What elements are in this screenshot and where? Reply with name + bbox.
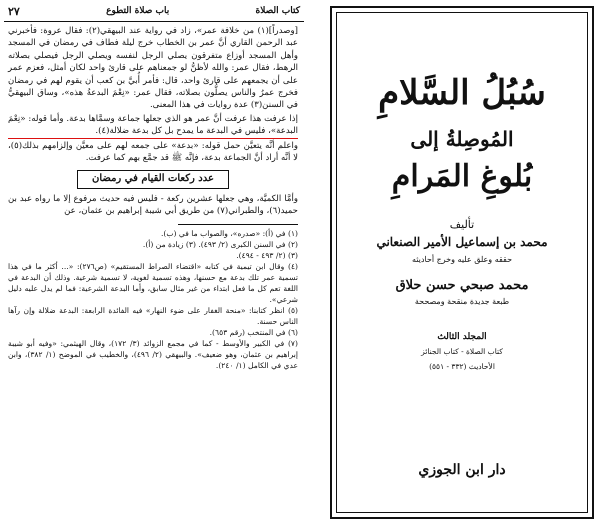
running-head-right: كتاب الصلاة [255,6,300,16]
footnote: (٢) في السنن الكبرى (٢/ ٤٩٣). (٣) زيادة من (أ). [142,239,298,249]
running-head-center: باب صلاة التطوع [106,6,170,16]
hadith-range: الأحاديث (٣٣٢ - ٥٥١) [429,362,495,371]
footnote: (٥) انظر كتابنا: «منحة الغفار على ضوء النهار» فيه الفائدة الرابعة: البدعة ضلالة وإن رآها الناس حسنة. [8,305,298,326]
title-page [330,6,594,519]
footnotes [8,228,298,371]
edition-note: طبعة جديدة منقحة ومصححة [414,297,510,306]
footnote: (١) في (أ): «صدره»، والصواب ما في (ب). [161,228,298,238]
text-page [4,4,304,524]
running-head [4,4,304,22]
author-label: تأليف [449,218,475,231]
footnote: (٧) في الكبير والأوسط - كما في مجمع الزوائد (٣/ ١٧٢)، وقال الهيثمي: «وفيه أبو شيبة إبراهيم بن عثمان، وهو ضعيف». والبيهقي (٢/ ٤٩٦)، والخطيب في الموضح (١/ ٣٨٢)، وابن عدي في الكامل (١/ ٢٤٠). [8,338,298,370]
paragraph: وأمَّا الكميَّة، وهي جعلها عشرين ركعة - فليس فيه حديث مرفوع إلا ما رواه عبد بن حميد(٦)، والطبراني(٧) من طريق أبي شيبة إبراهيم بن عثمان، عن [8,193,298,217]
paragraph: [وصدراً](١) من خلافة عمر»، زاد في رواية عند البيهقي(٢): فقال عروة: فأخبرني عبد الرحمن القاري أنَّ عمر بن الخطاب خرج ليلة فطاف في رمضان في المسجد وأهل المسجد أوزاع متفرقون يصلي الرجل لنفسه ويصلي الرجل فيصلي بصلاته الرهط، فقال عمر: والله لأظنُّ لو جمعناهم على قارئ واحد لكان أمثل، فعزم عمر على أن يجمعهم على قارئ واحد، قال: فأمر أُبيَّ بن كعب أن يقوم لهم في رمضان فخرج عمرُ والناس يصلُّون بصلاته، فقال عمر: «نِعْمَ البدعةُ هذه»، وساق البيهقيُّ في السنن(٣) عدة روايات في هذا المعنى. [8,26,299,111]
paragraph: واعلم أنَّه يتعيَّن حمل قوله: «بدعة» على جمعه لهم على معيَّن وإلزامهم بذلك(٥)، لا أنَّه أراد أنَّ الجماعة بدعة، فإنَّه ﷺ قد جمَّع بهم كما عرفت. [8,140,298,164]
book-title-line1: سُبُلُ السَّلامِ [378,73,546,113]
page-number: ٢٧ [8,4,20,18]
title-frame [336,12,588,513]
highlighted-paragraph: إذا عرفت هذا عرفت أنَّ عمر هو الذي جعلها جماعة وسمَّاها بدعة. وأما قوله: «نِعْمَ البدعة»، فليس في البدعة ما يمدح بل كل بدعة ضلالة(٤). [8,113,298,139]
author-name: محمد بن إسماعيل الأمير الصنعاني [376,235,548,249]
publisher-name: دار ابن الجوزي [418,462,506,478]
book-title-line2: المُوصِلةُ إلى [410,127,514,151]
footnote-divider [178,224,298,225]
volume-label: المجلد الثالث [437,332,487,342]
volume-contents: كتاب الصلاة - كتاب الجنائز [421,347,503,356]
editing-note: حققه وعلق عليه وخرج أحاديثه [411,255,513,264]
section-title: عدد ركعات القيام في رمضان [77,170,229,188]
main-text [4,22,304,371]
book-title-line3: بُلوغِ المَرامِ [391,159,533,194]
footnote: (٦) في المنتخب (رقم ٦٥٣). [209,327,298,337]
footnote: (٤) وقال ابن تيمية في كتابه «اقتضاء الصراط المستقيم» (ص٢٧٦): «... أكثر ما في هذا تسمية عمر تلك بدعة مع حسنها، وهذه تسمية لغوية، لا تسمية شرعية. وذلك أن البدعة في اللغة تعم كل ما فعل ابتداء من غير مثال سابق، وأما البدعة الشرعية: فما لم يدل عليه دليل شرعي». [8,261,298,304]
footnote: (٣) (٢/ ٤٩٣ - ٤٩٤). [236,250,298,260]
editor-name: محمد صبحي حسن حلاق [395,278,529,293]
